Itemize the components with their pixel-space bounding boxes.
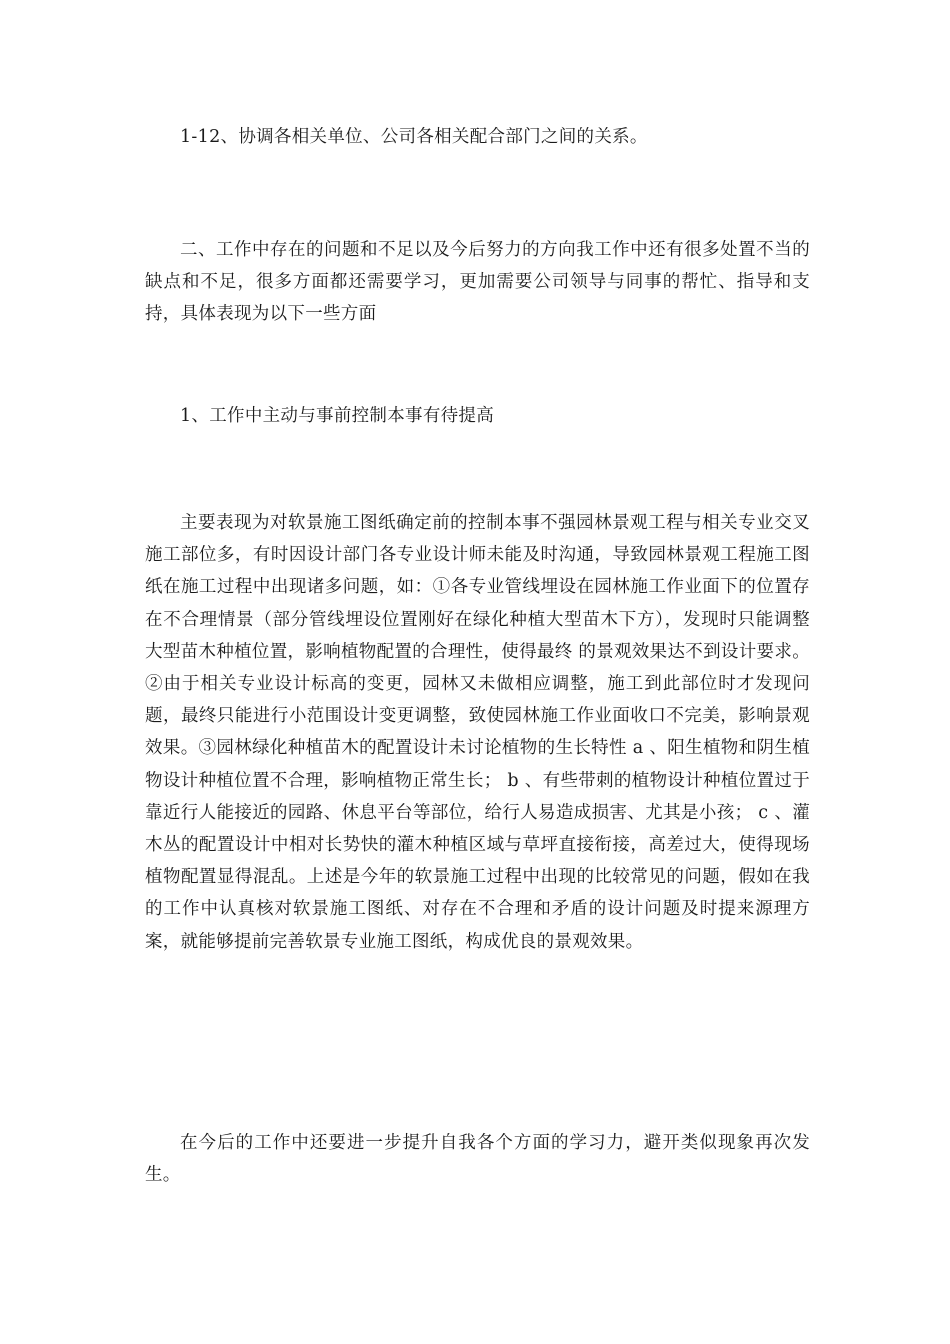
paragraph-section-1-title: 1、工作中主动与事前控制本事有待提高 [180, 406, 495, 426]
paragraph-coordination: 1-12、协调各相关单位、公司各相关配合部门之间的关系。 [180, 127, 648, 147]
paragraph-main-description: 主要表现为对软景施工图纸确定前的控制本事不强园林景观工程与相关专业交叉施工部位多，有时因设计部门各专业设计师未能及时沟通，导致园林景观工程施工图纸在施工过程中出现诸多问题，如：①各专业管线埋设在园林施工作业面下的位置存在不合理情景（部分管线埋设位置刚好在绿化种植大型苗木下方），发现时只能调整大型苗木种植位置，影响植物配置的合理性，使得最终 的景观效果达不到设计要求。②由于相关专业设计标高的变更，园林又未做相应调整，施工到此部位时才发现问题，最终只能进行小范围设计变更调整，致使园林施工作业面收口不完美，影响景观效果。③园林绿化种植苗木的配置设计未讨论植物的生长特性 a 、阳生植物和阴生植物设计种植位置不合理，影响植物正常生长； b 、有些带刺的植物设计种植位置过于靠近行人能接近的园路、休息平台等部位，给行人易造成损害、尤其是小孩； c 、灌木丛的配置设计中相对长势快的灌木种植区域与草坪直接衔接，高差过大，使得现场植物配置显得混乱。上述是今年的软景施工过程中出现的比较常见的问题，假如在我的工作中认真核对软景施工图纸、对存在不合理和矛盾的设计问题及时提来源理方案，就能够提前完善软景专业施工图纸，构成优良的景观效果。 [145, 513, 810, 952]
paragraph-future-improvement: 在今后的工作中还要进一步提升自我各个方面的学习力，避开类似现象再次发生。 [145, 1133, 810, 1186]
paragraph-problems-heading: 二、工作中存在的问题和不足以及今后努力的方向我工作中还有很多处置不当的缺点和不足，很多方面都还需要学习，更加需要公司领导与同事的帮忙、指导和支持，具体表现为以下一些方面 [145, 240, 810, 325]
